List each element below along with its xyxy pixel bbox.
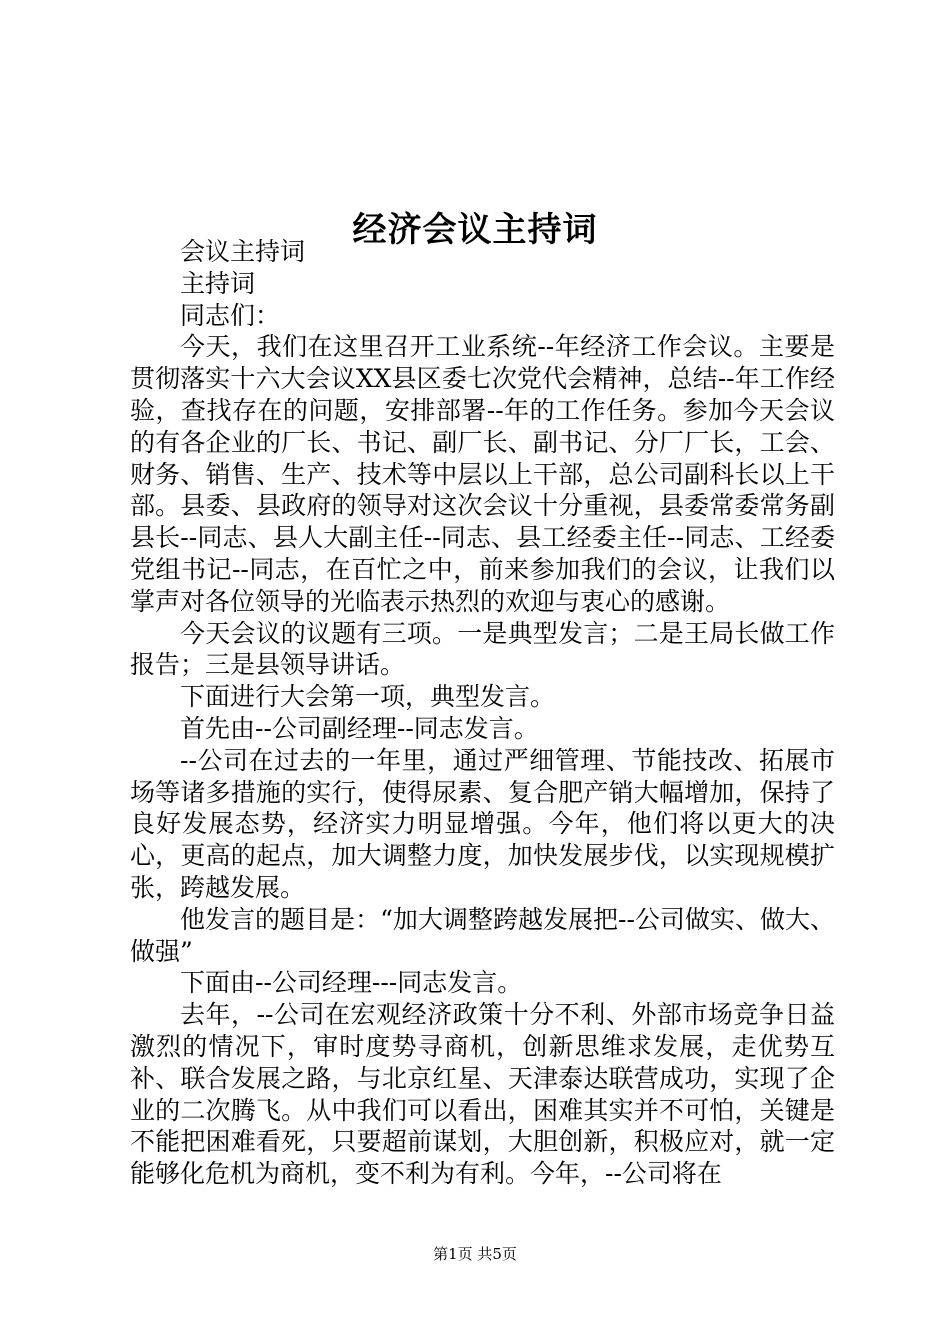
page-footer: 第1页 共5页 (433, 1245, 517, 1263)
paragraph-second-speaker: 下面由--公司经理---同志发言。 (180, 968, 523, 998)
paragraph-agenda: 今天会议的议题有三项。一是典型发言；二是王局长做工作报告；三是县领导讲话。 (130, 618, 835, 680)
paragraph-opening: 今天，我们在这里召开工业系统--年经济工作会议。主要是贯彻落实十六大会议XX县区委七次党代会精神，总结--年工作经验，查找存在的问题，安排部署--年的工作任务。参加今天会议的有各企业的厂长、书记、副厂长、副书记、分厂厂长，工会、财务、销售、生产、技术等中层以上干部，总公司副科长以上干部。县委、县政府的领导对这次会议十分重视，县委常委常务副县长--同志、县人大副主任--同志、县工经委主任--同志、工经委党组书记--同志，在百忙之中，前来参加我们的会议，让我们以掌声对各位领导的光临表示热烈的欢迎与衷心的感谢。 (130, 332, 835, 616)
paragraph-second-summary: 去年，--公司在宏观经济政策十分不利、外部市场竞争日益激烈的情况下，审时度势寻商机，创新思维求发展，走优势互补、联合发展之路，与北京红星、天津泰达联营成功，实现了企业的二次腾飞。从中我们可以看出，困难其实并不可怕，关键是不能把困难看死，只要超前谋划，大胆创新，积极应对，就一定能够化危机为商机，变不利为有利。今年，--公司将在 (130, 1000, 835, 1189)
paragraph-salutation: 同志们： (180, 300, 281, 330)
paragraph-subheading: 主持词 (180, 268, 256, 298)
paragraph-first-item: 下面进行大会第一项，典型发言。 (180, 682, 556, 712)
document-title: 经济会议主持词 (352, 209, 598, 250)
document-body (130, 236, 835, 1190)
paragraph-speech-topic: 他发言的题目是：“加大调整跨越发展把--公司做实、做大、做强” (130, 904, 835, 966)
paragraph-company-summary: --公司在过去的一年里，通过严细管理、节能技改、拓展市场等诸多措施的实行，使得尿素、复合肥产销大幅增加，保持了良好发展态势，经济实力明显增强。今年，他们将以更大的决心，更高的起点，加大调整力度，加快发展步伐，以实现规模扩张，跨越发展。 (130, 745, 835, 902)
paragraph-first-speaker: 首先由--公司副经理--同志发言。 (180, 713, 539, 743)
paragraph-heading: 会议主持词 (180, 237, 306, 266)
